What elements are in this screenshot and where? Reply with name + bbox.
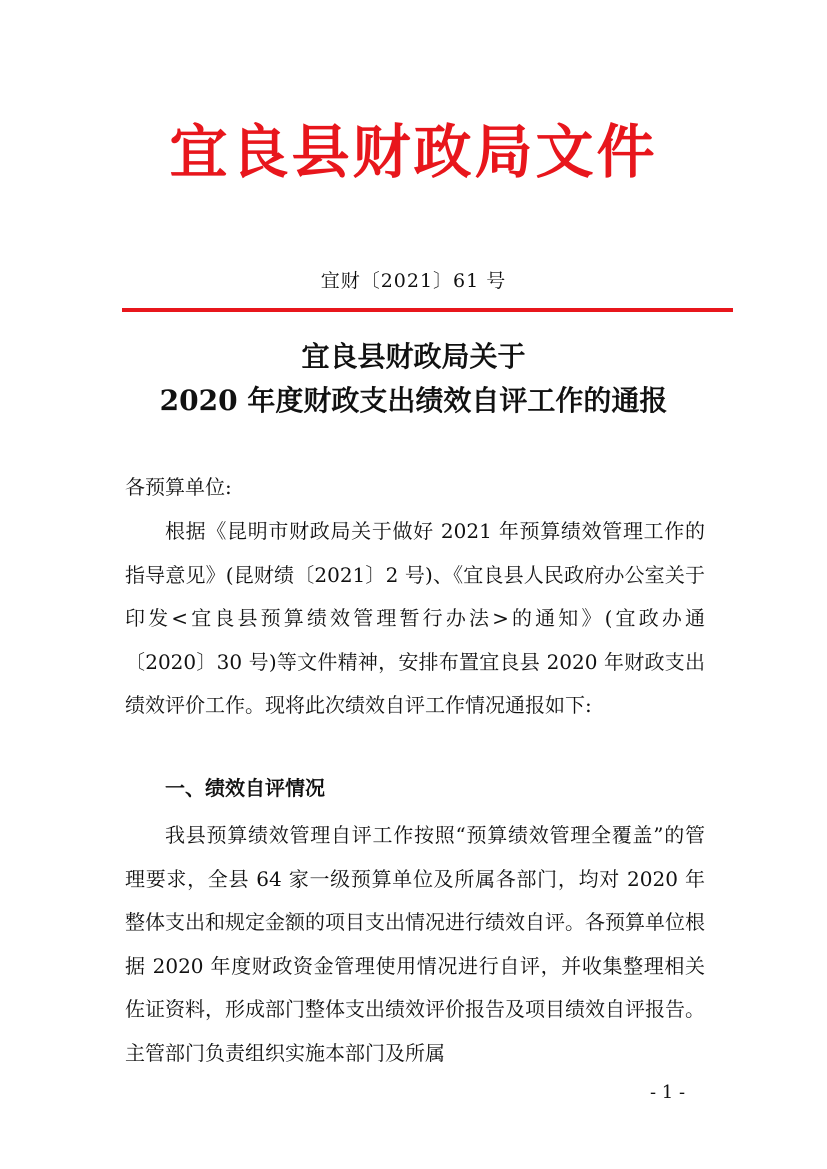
document-title-line-1: 宜良县财政局关于 [301, 340, 526, 373]
red-separator-line [122, 308, 733, 312]
document-issuer-header: 宜良县财政局文件 [169, 118, 658, 186]
body-paragraph-2: 我县预算绩效管理自评工作按照“预算绩效管理全覆盖”的管理要求，全县 64 家一级预算单位及所属各部门，均对 2020 年整体支出和规定金额的项目支出情况进行绩效自评。各预算单位根据 2020 年度财政资金管理使用情况进行自评，并收集整理相关佐证资料，形成部门整体支出绩效评价报告及项目绩效自评报告。主管部门负责组织实施本部门及所属 [125, 823, 705, 1065]
body-paragraph-1: 根据《昆明市财政局关于做好 2021 年预算绩效管理工作的指导意见》(昆财绩〔2021〕2 号)、《宜良县人民政府办公室关于印发<宜良县预算绩效管理暂行办法>的通知》(宜政办通〔2020〕30 号)等文件精神，安排布置宜良县 2020 年财政支出绩效评价工作。现将此次绩效自评工作情况通报如下: [125, 519, 705, 717]
page-number: - 1 - [650, 1082, 686, 1103]
document-number: 宜财〔2021〕61 号 [320, 270, 507, 292]
salutation: 各预算单位: [125, 475, 232, 499]
document-title-line-2: 2020 年度财政支出绩效自评工作的通报 [159, 384, 668, 417]
section-heading-1: 一、绩效自评情况 [165, 776, 325, 800]
